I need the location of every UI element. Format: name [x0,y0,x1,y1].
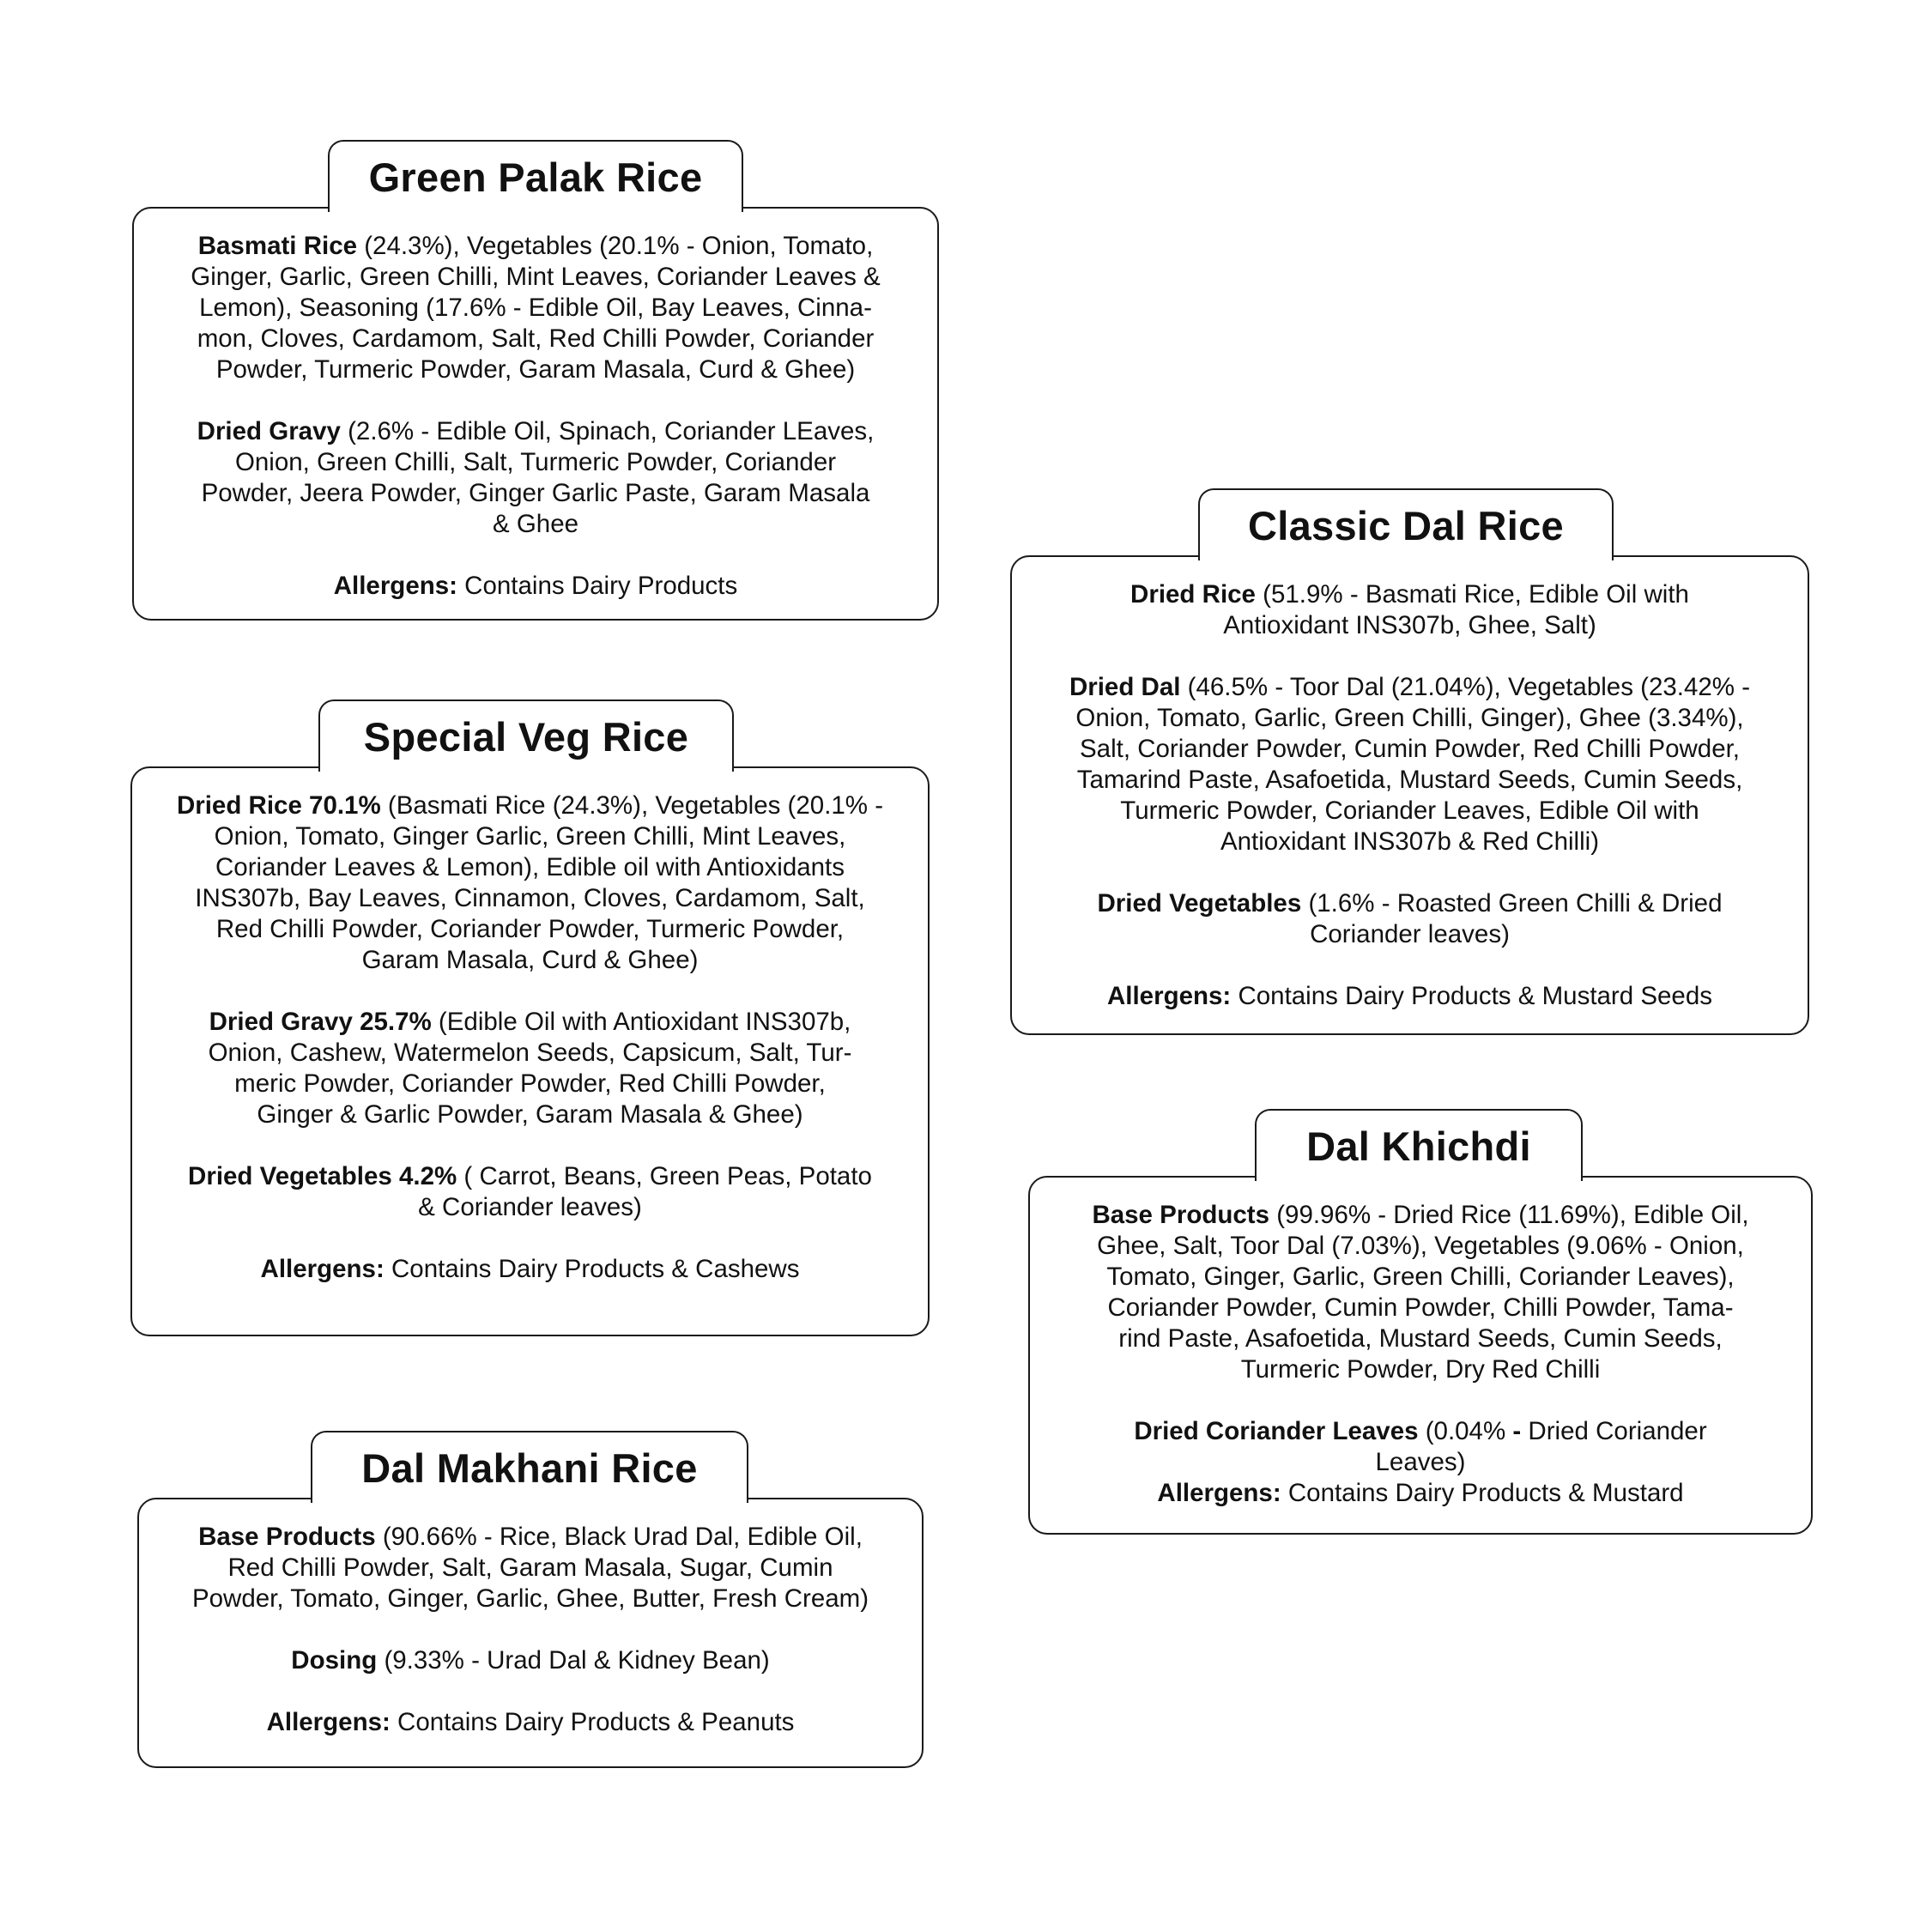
ingredient-text: Tamarind Paste, Asafoetida, Mustard Seeds, Cumin Seeds, [1076,766,1743,794]
allergens-text: Contains Dairy Products & Peanuts [390,1708,795,1736]
ingredient-text: mon, Cloves, Cardamom, Salt, Red Chilli Powder, Coriander [197,324,875,353]
ingredients-paragraph [154,1522,906,1614]
ingredient-text: (90.66% - Rice, Black Urad Dal, Edible Oil, [375,1523,863,1551]
ingredients-box [1028,1176,1813,1535]
ingredients-paragraph [148,1007,912,1130]
ingredients-paragraph [1027,579,1792,641]
ingredient-text: Onion, Tomato, Garlic, Green Chilli, Ginger), Ghee (3.34%), [1075,704,1744,732]
ingredient-text: Powder, Turmeric Powder, Garam Masala, Curd & Ghee) [215,355,856,384]
ingredients-box [137,1498,924,1768]
card-title-tab [318,700,734,772]
allergens-line [154,1707,906,1738]
allergens-text: Contains Dairy Products & Cashews [384,1255,800,1283]
ingredient-text: Garam Masala, Curd & Ghee) [361,946,699,974]
card-classic-dal-rice [1010,488,1809,1035]
ingredient-text: Turmeric Powder, Dry Red Chilli [1240,1355,1601,1384]
ingredient-text: (0.04% [1418,1417,1513,1445]
ingredients-paragraph [149,416,922,540]
ingredient-text: Coriander leaves) [1310,920,1510,948]
allergens-label: Allergens: [1106,982,1232,1010]
ingredient-label: Base Products [1092,1201,1270,1229]
card-green-palak-rice [132,140,939,621]
allergens-line [1027,981,1792,1012]
card-title: Special Veg Rice [363,713,689,760]
ingredient-text: Ginger, Garlic, Green Chilli, Mint Leaves, Coriander Leaves & [191,263,881,291]
ingredient-text: (51.9% - Basmati Rice, Edible Oil with [1255,580,1689,609]
ingredient-text: Coriander Powder, Cumin Powder, Chilli Powder, Tama- [1107,1293,1734,1322]
ingredients-paragraph [148,790,912,976]
ingredient-text: Lemon), Seasoning (17.6% - Edible Oil, Bay Leaves, Cinna- [199,294,872,322]
ingredient-label: Dosing [291,1646,378,1675]
ingredients-box [1010,555,1809,1035]
ingredient-text: Antioxidant INS307b, Ghee, Salt) [1223,611,1596,639]
ingredient-text: & Ghee [492,510,579,538]
ingredient-label: Dried Dal [1069,673,1181,701]
ingredient-label: Base Products [198,1523,376,1551]
card-dal-khichdi [1028,1109,1813,1535]
ingredient-text: Powder, Tomato, Ginger, Garlic, Ghee, Butter, Fresh Cream) [191,1584,869,1613]
ingredient-text: (1.6% - Roasted Green Chilli & Dried [1301,889,1723,918]
ingredient-text: Red Chilli Powder, Coriander Powder, Turmeric Powder, [215,915,845,943]
ingredient-text: Ginger & Garlic Powder, Garam Masala & Ghee) [257,1100,803,1129]
ingredient-text: rind Paste, Asafoetida, Mustard Seeds, Cumin Seeds, [1118,1324,1723,1353]
card-title-tab [1255,1109,1583,1181]
ingredient-label: Dried Coriander Leaves [1134,1417,1419,1445]
ingredients-box [132,207,939,621]
card-title-tab [328,140,743,212]
ingredient-label: Basmati Rice [197,232,358,260]
ingredient-text: Red Chilli Powder, Salt, Garam Masala, Sugar, Cumin [227,1553,833,1582]
allergens-label: Allergens: [260,1255,385,1283]
card-title: Dal Makhani Rice [361,1444,698,1491]
ingredient-text: Ghee, Salt, Toor Dal (7.03%), Vegetables (9.06% - Onion, [1097,1232,1744,1260]
ingredient-text: meric Powder, Coriander Powder, Red Chilli Powder, [234,1069,826,1098]
ingredient-text: (9.33% - Urad Dal & Kidney Bean) [377,1646,770,1675]
allergens-text: Contains Dairy Products & Mustard Seeds [1231,982,1712,1010]
ingredient-text: (46.5% - Toor Dal (21.04%), Vegetables (23.42% - [1180,673,1751,701]
ingredients-paragraph [148,1161,912,1223]
card-title-tab [311,1431,748,1503]
ingredient-text: INS307b, Bay Leaves, Cinnamon, Cloves, Cardamom, Salt, [195,884,865,912]
allergens-line [148,1254,912,1285]
card-title: Green Palak Rice [368,154,703,200]
allergens-label: Allergens: [333,572,457,600]
ingredient-text: ( Carrot, Beans, Green Peas, Potato [457,1162,872,1190]
ingredient-dash: - [1512,1417,1522,1445]
ingredient-label: Dried Gravy 25.7% [209,1008,432,1036]
card-title-tab [1198,488,1614,560]
ingredient-label: Dried Vegetables 4.2% [188,1162,457,1190]
allergens-line [149,571,922,602]
ingredient-text: Tomato, Ginger, Garlic, Green Chilli, Coriander Leaves), [1106,1263,1735,1291]
ingredient-label: Dried Gravy [197,417,341,445]
ingredient-text: Onion, Tomato, Ginger Garlic, Green Chilli, Mint Leaves, [214,822,846,851]
ingredient-text: Leaves) [1375,1448,1466,1476]
ingredients-paragraph [1027,888,1792,950]
ingredient-text: (99.96% - Dried Rice (11.69%), Edible Oil, [1269,1201,1749,1229]
ingredient-text: (24.3%), Vegetables (20.1% - Onion, Tomato, [357,232,874,260]
ingredients-box [130,766,930,1336]
card-title: Classic Dal Rice [1248,502,1564,548]
allergens-text: Contains Dairy Products [457,572,738,600]
allergens-label: Allergens: [266,1708,391,1736]
ingredient-text: (Basmati Rice (24.3%), Vegetables (20.1% - [380,791,884,820]
card-title: Dal Khichdi [1306,1123,1531,1169]
ingredient-text: (2.6% - Edible Oil, Spinach, Coriander LEaves, [340,417,875,445]
card-dal-makhani-rice [137,1431,924,1768]
ingredients-paragraph [1045,1200,1796,1385]
ingredient-text: Antioxidant INS307b & Red Chilli) [1220,827,1600,856]
ingredient-label: Dried Rice [1130,580,1256,609]
ingredient-text: & Coriander leaves) [418,1193,642,1221]
ingredient-text: Powder, Jeera Powder, Ginger Garlic Paste, Garam Masala [201,479,870,507]
ingredients-paragraph [154,1645,906,1676]
ingredients-paragraph [149,231,922,385]
allergens-label: Allergens: [1157,1479,1281,1507]
ingredients-paragraph [1045,1416,1796,1478]
ingredient-text: Onion, Green Chilli, Salt, Turmeric Powder, Coriander [234,448,837,476]
ingredient-label: Dried Rice 70.1% [176,791,381,820]
ingredient-label: Dried Vegetables [1097,889,1302,918]
card-special-veg-rice [130,700,930,1336]
ingredient-text: (Edible Oil with Antioxidant INS307b, [431,1008,851,1036]
ingredients-paragraph [1027,672,1792,857]
allergens-line [1045,1478,1796,1509]
allergens-text: Contains Dairy Products & Mustard [1281,1479,1684,1507]
ingredient-text: Salt, Coriander Powder, Cumin Powder, Red Chilli Powder, [1079,735,1740,763]
ingredient-text: Turmeric Powder, Coriander Leaves, Edible Oil with [1120,796,1699,825]
ingredient-text: Onion, Cashew, Watermelon Seeds, Capsicum, Salt, Tur- [208,1039,852,1067]
ingredient-text: Coriander Leaves & Lemon), Edible oil with Antioxidants [215,853,845,881]
ingredient-text: Dried Coriander [1521,1417,1707,1445]
